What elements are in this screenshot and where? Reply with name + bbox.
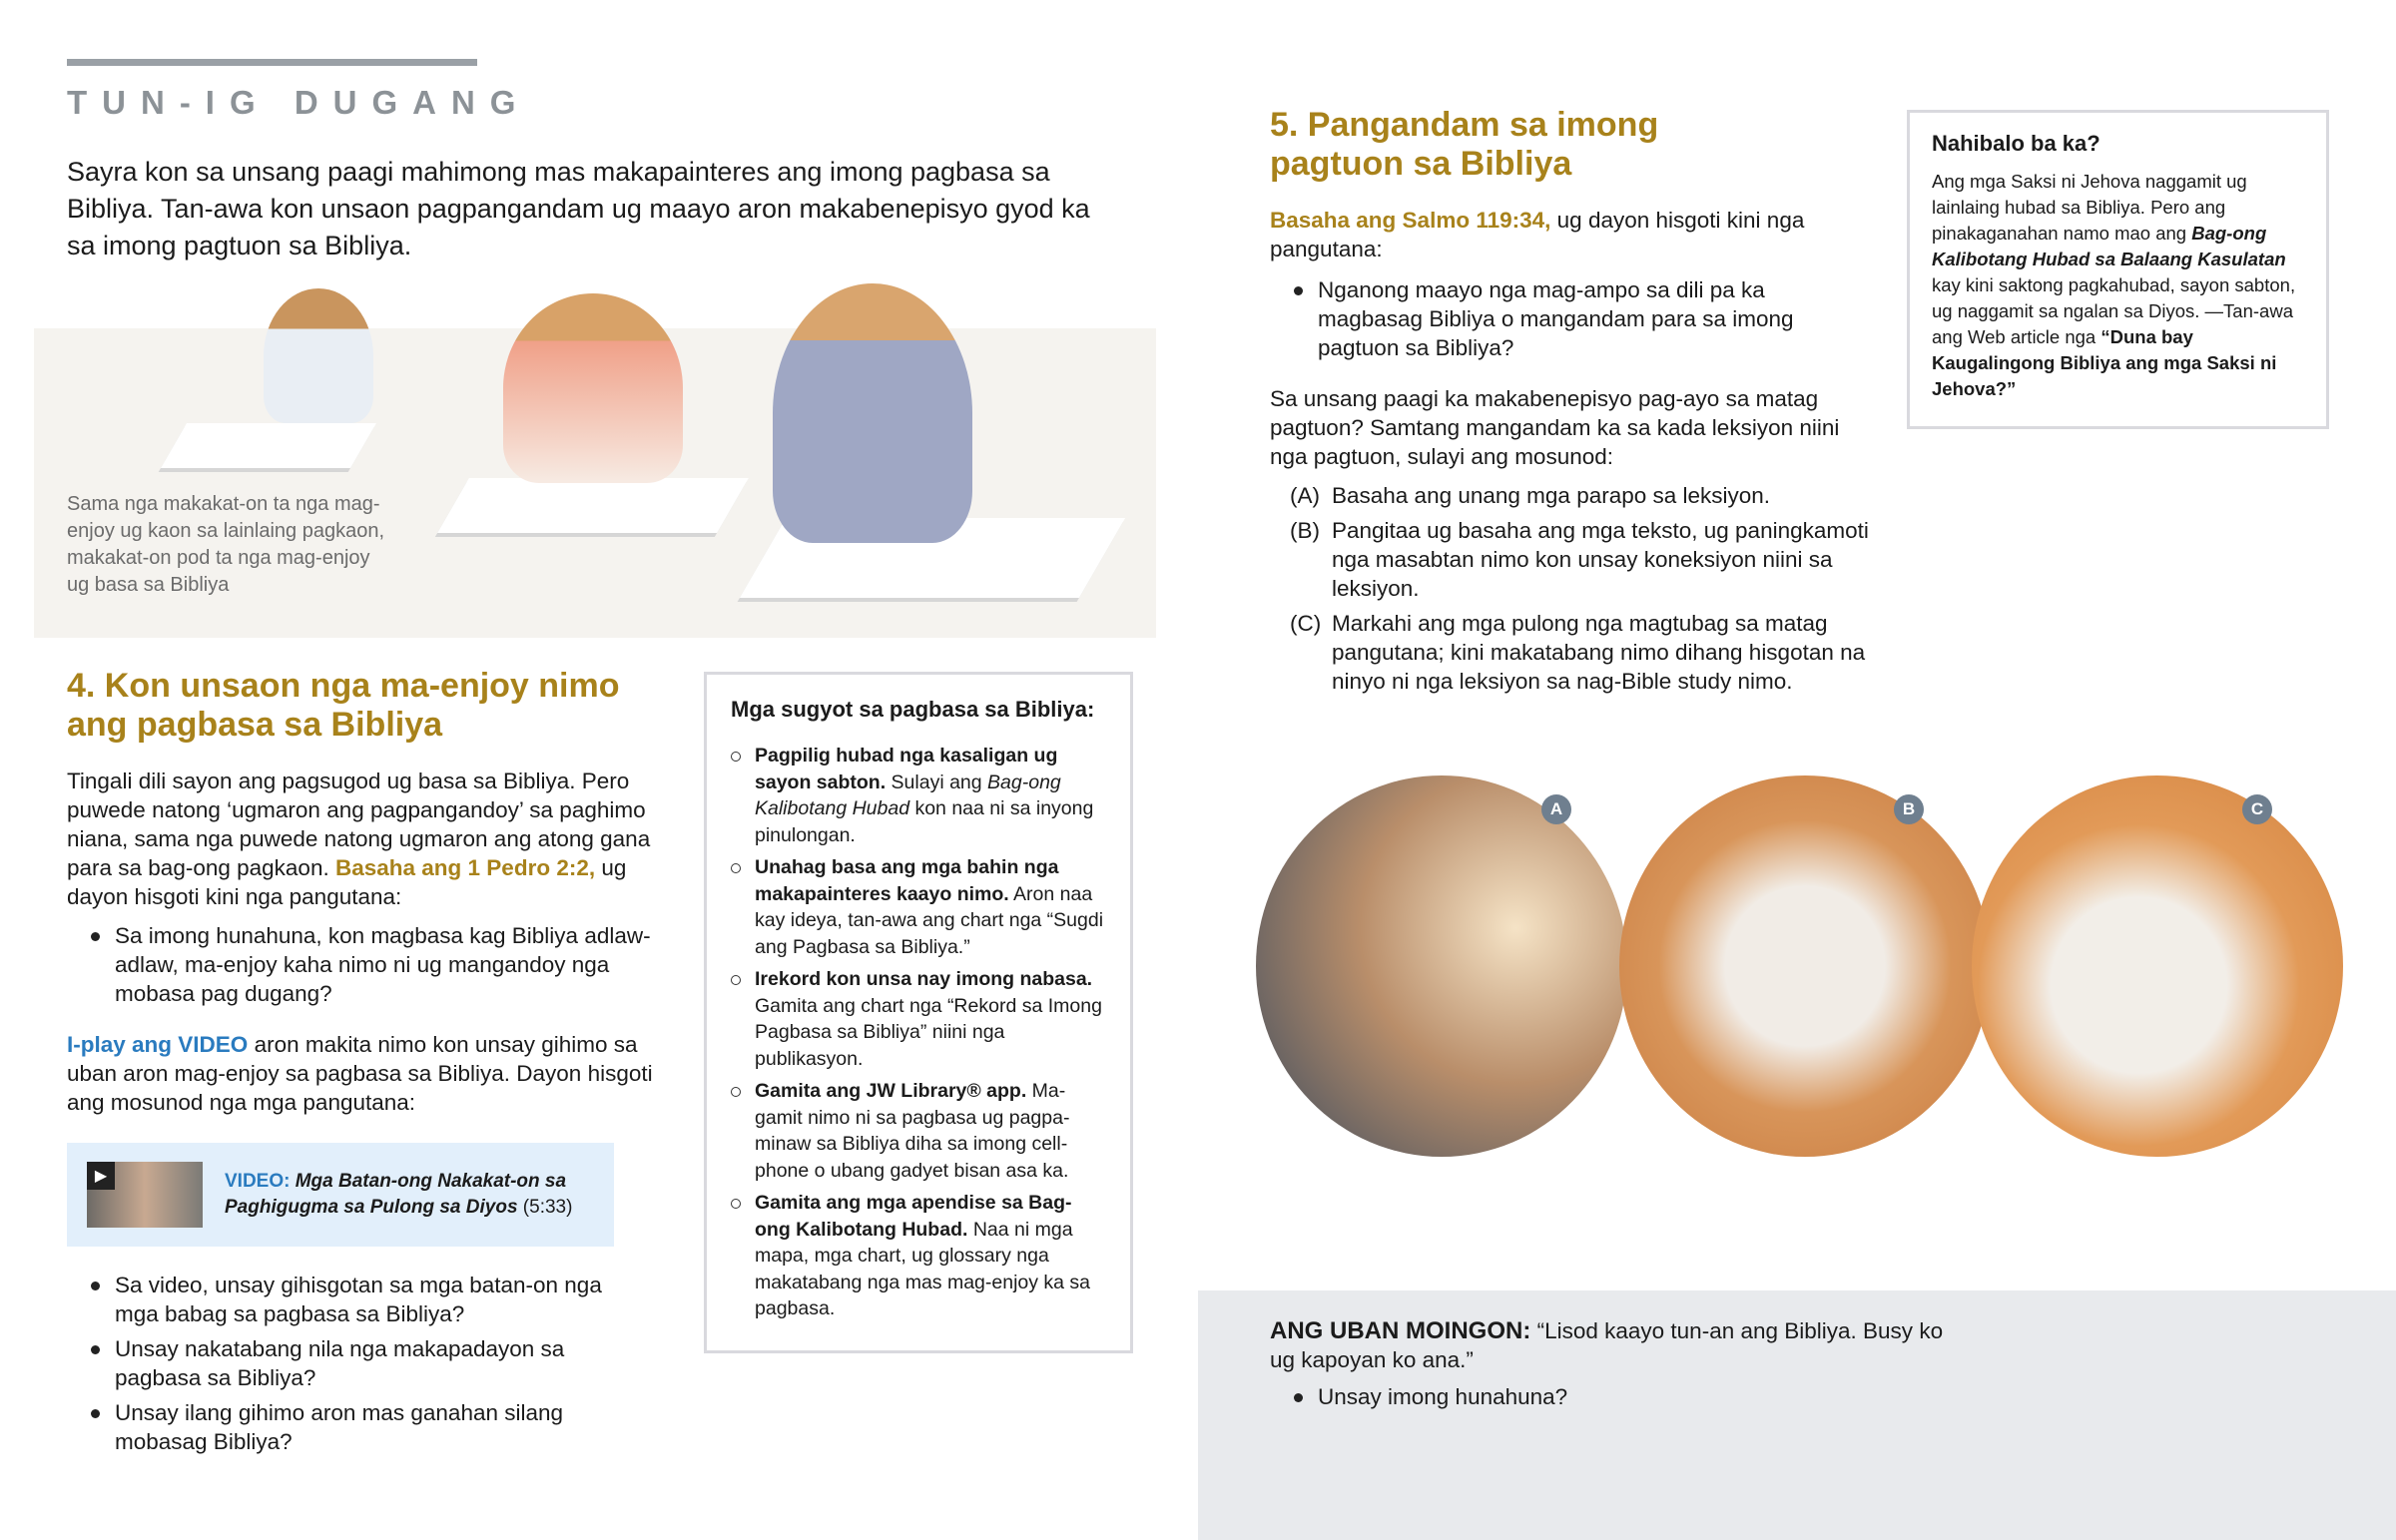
play-icon[interactable]: ▶: [87, 1162, 115, 1190]
tip-heading: Gamita ang mga apendise sa Bag-ong Kalibotang Hubad.: [755, 1192, 1072, 1241]
step-text: Basaha ang unang mga parapo sa leksiyon.: [1332, 483, 1771, 508]
video-label: VIDEO:: [225, 1171, 291, 1192]
step-item: [1270, 481, 1869, 510]
section-4: [67, 667, 666, 1456]
tips-title: Mga sugyot sa pagbasa sa Bibliya:: [731, 697, 1095, 722]
question-bullet: Unsay nakatabang nila nga makapadayon sa pagbasa sa Bibliya?: [67, 1334, 606, 1392]
video-questions: [67, 1271, 606, 1456]
know-text: Ang mga Saksi ni Jehova naggamit ug lainlaing hubad sa Bibliya. Pero ang pinakaganahan namo mao ang: [1932, 171, 2247, 244]
tip-heading: Irekord kon unsa nay imong nabasa.: [755, 968, 1093, 990]
step-label: (C): [1290, 611, 1322, 636]
video-thumbnail[interactable]: [87, 1162, 203, 1228]
section-5-heading: 5. Pangandam sa imong pagtuon sa Bibliya: [1270, 106, 1659, 183]
others-label: ANG UBAN MOINGON:: [1270, 1317, 1531, 1344]
tip-text: Gamita ang chart nga “Rekord sa Imong Pagbasa sa Bibliya” niini nga publikasyon.: [755, 994, 1102, 1070]
tip-heading: Gamita ang JW Library® app.: [755, 1080, 1027, 1102]
tip-item: [731, 743, 1106, 848]
step-label: (B): [1290, 518, 1320, 543]
para-text: ug dayon hisgoti kini nga pangutana:: [67, 855, 627, 909]
badge-c: C: [2242, 794, 2272, 824]
badge-a: A: [1541, 794, 1571, 824]
step-text: Markahi ang mga pulong nga magtubag sa matag pangutana; kini makatabang nimo dihang hisgotan na ninyo ni nga leksiyon sa nag-Bible study nimo.: [1332, 611, 1866, 694]
tip-item: [731, 1190, 1106, 1322]
question-bullet: Sa video, unsay gihisgotan sa mga batan-on nga mga babag sa pagbasa sa Bibliya?: [67, 1271, 606, 1328]
tip-heading: Pagpilig hubad nga kasaligan ug sayon sabton.: [755, 745, 1058, 793]
question-bullet: Sa imong hunahuna, kon magbasa kag Bibliya adlaw-adlaw, ma-enjoy kaha nimo ni ug mangandoy nga mobasa pag dugang?: [67, 921, 666, 1008]
tip-item: [731, 854, 1106, 960]
illustration-c-marking-answers: [1972, 775, 2343, 1157]
know-text: kay kini saktong pagkahubad, sayon sabton, ug naggamit sa ngalan sa Diyos. —Tan-awa ang Web article nga: [1932, 274, 2296, 347]
book-title: Bag-ong Kalibotang Hubad sa Balaang Kasulatan: [1932, 223, 2286, 269]
step-label: (A): [1290, 483, 1320, 508]
tip-text: Magamit nimo ni sa pagbasa ug pagpaminaw sa Bibliya diha sa imong cellphone o ubang gadyet bisan asa ka.: [755, 1080, 1070, 1182]
intro-text: Sayra kon sa unsang paagi mahimong mas makapainteres ang imong pagbasa sa Bibliya. Tan-awa kon unsaon pagpangandam ug maayo aron makabenepisyo gyod ka sa imong pagtuon sa Bibliya.: [67, 157, 1090, 260]
para-text: Tingali dili sayon ang pagsugod ug basa sa Bibliya. Pero puwede natong ‘ugmaron ang pagpangandoy’ sa paghimo niana, sama nga puwede natong ugmaron ang atong gana para sa bag-ong pagkaon.: [67, 769, 651, 880]
video-duration: (5:33): [522, 1197, 573, 1218]
para-text: ug dayon hisgoti kini nga pangutana:: [1270, 208, 1805, 261]
table-2: [437, 478, 749, 533]
know-title: Nahibalo ba ka?: [1932, 131, 2100, 156]
reading-tips-box: [704, 672, 1133, 1353]
step-text: Pangitaa ug basaha ang mga teksto, ug paningkamoti nga masabtan nimo kon unsay koneksiyon niini sa leksiyon.: [1332, 518, 1869, 601]
tip-text: kon naa ni sa inyong pinulongan.: [755, 797, 1094, 846]
step-item: [1270, 609, 1869, 696]
section-4-body: [67, 767, 666, 1117]
section-kicker: TUN-IG DUGANG: [67, 84, 531, 121]
scripture-link[interactable]: Basaha ang 1 Pedro 2:2,: [334, 855, 596, 880]
illustration-caption: Sama nga makakat-on ta nga mag-enjoy ug kaon sa lainlaing pagkaon, makakat-on pod ta nga mag-enjoy ug basa sa Bibliya: [67, 493, 385, 596]
others-say-panel: [1198, 1290, 2396, 1540]
boy-2: [503, 293, 683, 483]
section-4-heading: 4. Kon unsaon nga ma-enjoy nimo ang pagbasa sa Bibliya: [67, 667, 620, 744]
para-text: aron makita nimo kon unsay gihimo sa uban aron mag-enjoy sa pagbasa sa Bibliya. Dayon hisgoti ang mosunod nga mga pangutana:: [67, 1032, 653, 1115]
tip-heading: Unahag basa ang mga bahin nga makapainteres kaayo nimo.: [755, 856, 1059, 905]
question-bullet: Nganong maayo nga mag-ampo sa dili pa ka magbasag Bibliya o mangandam para sa imong pagtuon sa Bibliya?: [1270, 275, 1869, 362]
tip-text: Naa ni mga mapa, mga chart, ug glossary nga makatabang nga mas mag-enjoy ka sa pagbasa.: [755, 1218, 1091, 1319]
tip-italic: Bag-ong Kalibotang Hubad: [755, 770, 1061, 819]
video-title: Mga Batan-ong Nakakat-on sa Paghigugma sa Pulong sa Diyos: [225, 1171, 567, 1218]
table-1: [161, 423, 376, 468]
question-bullet: Unsay ilang gihimo aron mas ganahan silang mobasag Bibliya?: [67, 1398, 606, 1456]
tip-item: [731, 966, 1106, 1072]
para-text: Sa unsang paagi ka makabenepisyo pag-ayo sa matag pagtuon? Samtang mangandam ka sa kada leksiyon niini nga pagtuon, sulayi ang mosunod:: [1270, 386, 1840, 469]
play-video-link[interactable]: I-play ang VIDEO: [67, 1032, 249, 1057]
section-5-body: [1270, 206, 1869, 696]
others-quote: “Lisod kaayo tun-an ang Bibliya. Busy ko ug kapoyan ko ana.”: [1270, 1318, 1944, 1372]
tip-text: Aron naa kay ideya, tan-awa ang chart nga “Sugdi ang Pagbasa sa Bibliya.”: [755, 882, 1104, 958]
web-article-link[interactable]: “Duna bay Kaugalingong Bibliya ang mga Saksi ni Jehova?”: [1932, 326, 2277, 399]
did-you-know-box: [1907, 110, 2329, 429]
illustration-b-finding-texts: [1619, 775, 1991, 1157]
tip-item: [731, 1078, 1106, 1184]
boy-3: [773, 283, 972, 543]
tip-text: Sulayi ang: [886, 770, 988, 793]
question-bullet: Unsay imong hunahuna?: [1270, 1382, 1949, 1411]
badge-b: B: [1894, 794, 1924, 824]
video-card[interactable]: [67, 1143, 614, 1247]
step-item: [1270, 516, 1869, 603]
illustration-a-reading-phone: [1256, 775, 1627, 1157]
boy-1: [264, 288, 373, 423]
header-rule: [67, 59, 477, 66]
scripture-link[interactable]: Basaha ang Salmo 119:34,: [1270, 208, 1551, 233]
